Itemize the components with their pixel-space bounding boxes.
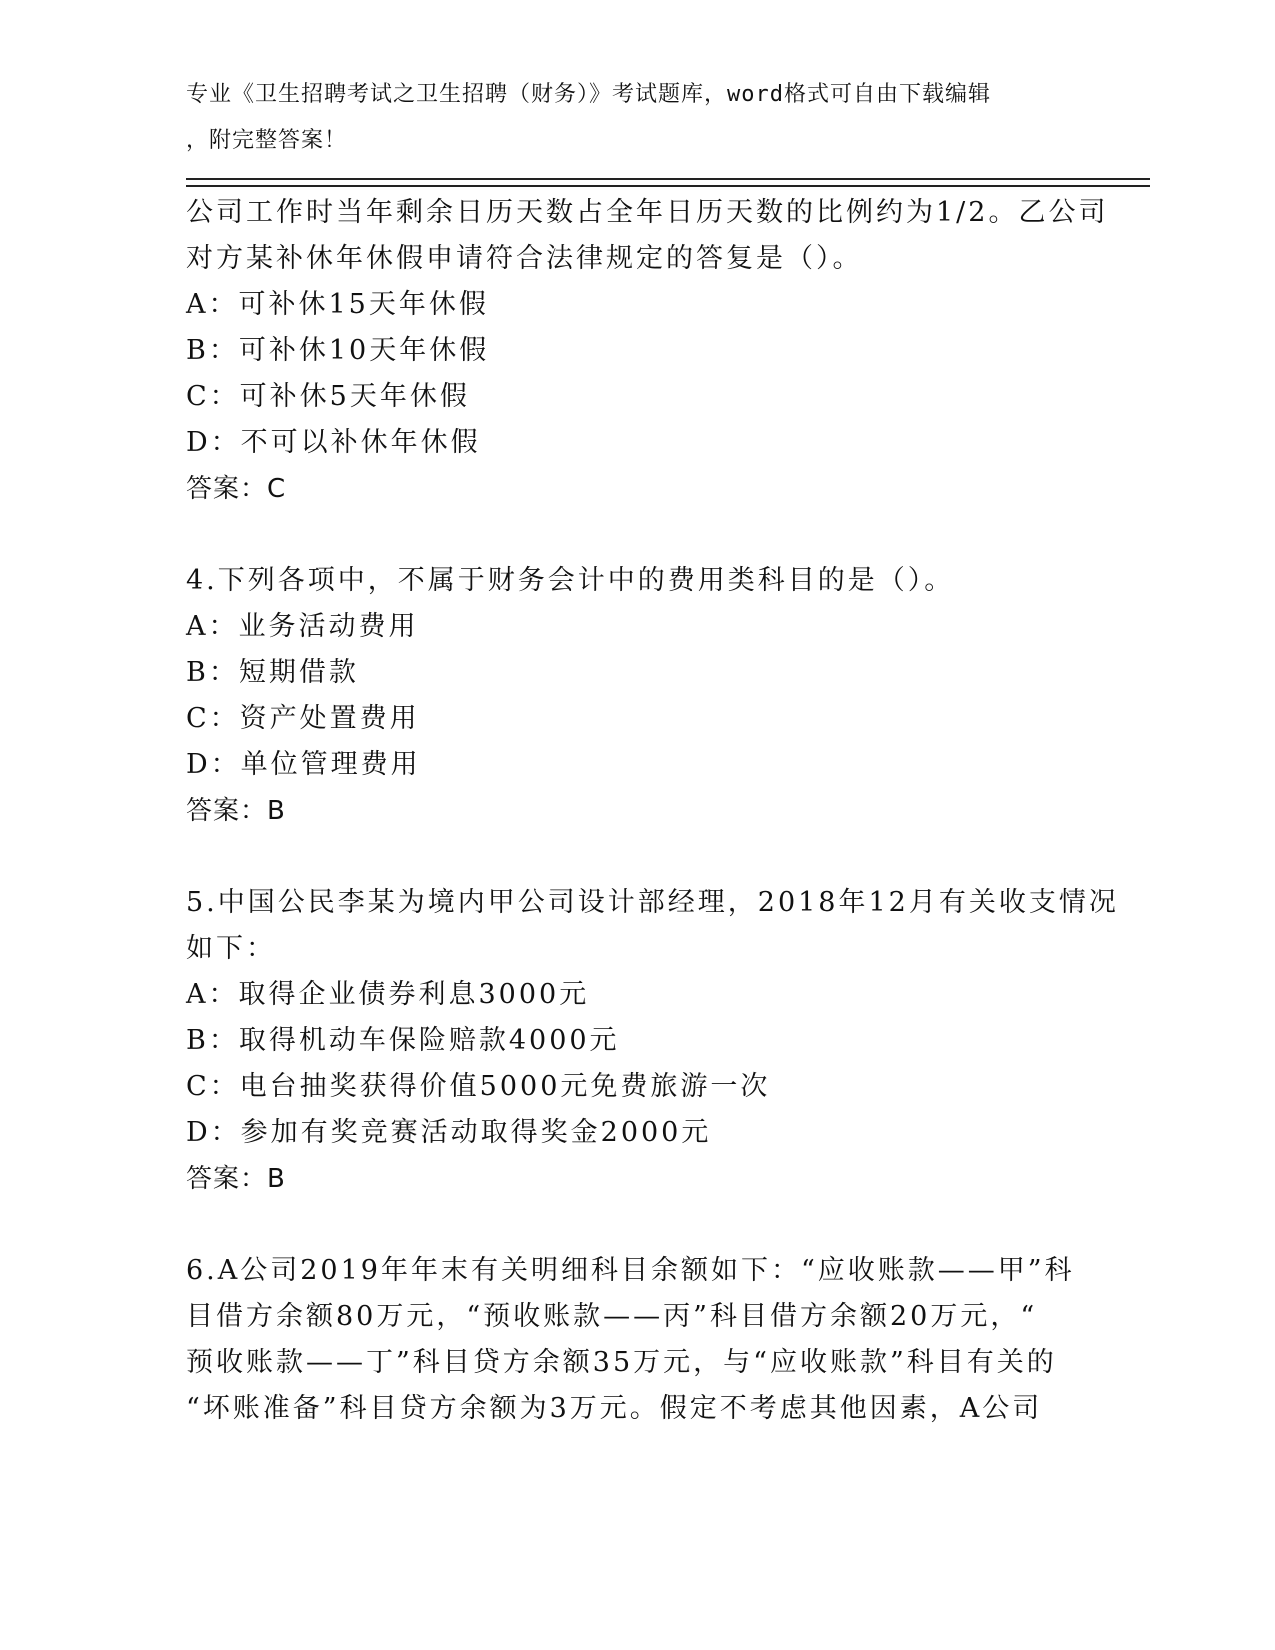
question-6-text-line-2: 目借方余额80万元，“预收账款——丙”科目借方余额20万元，“ [186,1301,1038,1332]
header-line-2: ，附完整答案！ [186,128,348,153]
spacer [186,1202,1086,1248]
question-4 [186,558,1086,834]
question-3-option-b: B：可补休10天年休假 [186,335,490,366]
question-5-option-b: B：取得机动车保险赔款4000元 [186,1025,620,1056]
header-divider-bottom [186,185,1150,187]
spacer [186,834,1086,880]
question-4-option-b: B：短期借款 [186,657,359,688]
question-5-option-a: A：取得企业债券利息3000元 [186,979,590,1010]
question-5-text-line-2: 如下： [186,933,276,964]
question-3-answer: 答案：C [186,474,287,504]
question-6-text-line-3: 预收账款——丁”科目贷方余额35万元，与“应收账款”科目有关的 [186,1347,1057,1378]
document-body [186,190,1119,1432]
document-header [186,72,1086,164]
question-3-option-c: C：可补休5天年休假 [186,381,470,412]
header-divider-top [186,178,1150,180]
question-3-text-line-1: 公司工作时当年剩余日历天数占全年日历天数的比例约为1/2。乙公司 [186,197,1109,228]
question-6-text-line-4: “坏账准备”科目贷方余额为3万元。假定不考虑其他因素，A公司 [186,1393,1043,1424]
header-line-1: 专业《卫生招聘考试之卫生招聘（财务）》考试题库，word格式可自由下载编辑 [186,82,991,107]
question-4-option-a: A：业务活动费用 [186,611,419,642]
question-4-option-c: C：资产处置费用 [186,703,420,734]
question-5-option-d: D：参加有奖竞赛活动取得奖金2000元 [186,1117,712,1148]
spacer [186,512,1086,558]
question-3-option-d: D：不可以补休年休假 [186,427,481,458]
question-3 [186,190,1109,512]
question-3-option-a: A：可补休15天年休假 [186,289,489,320]
question-5-answer: 答案：B [186,1164,286,1194]
question-5-text-line-1: 5.中国公民李某为境内甲公司设计部经理，2018年12月有关收支情况 [186,887,1119,918]
question-3-text-line-2: 对方某补休年休假申请符合法律规定的答复是（）。 [186,243,863,274]
question-6-text-line-1: 6.A公司2019年年末有关明细科目余额如下：“应收账款——甲”科 [186,1255,1075,1286]
question-4-answer: 答案：B [186,796,286,826]
question-6 [186,1248,1086,1432]
question-5 [186,880,1119,1202]
question-4-option-d: D：单位管理费用 [186,749,421,780]
question-5-option-c: C：电台抽奖获得价值5000元免费旅游一次 [186,1071,771,1102]
question-4-text: 4.下列各项中，不属于财务会计中的费用类科目的是（）。 [186,565,955,596]
